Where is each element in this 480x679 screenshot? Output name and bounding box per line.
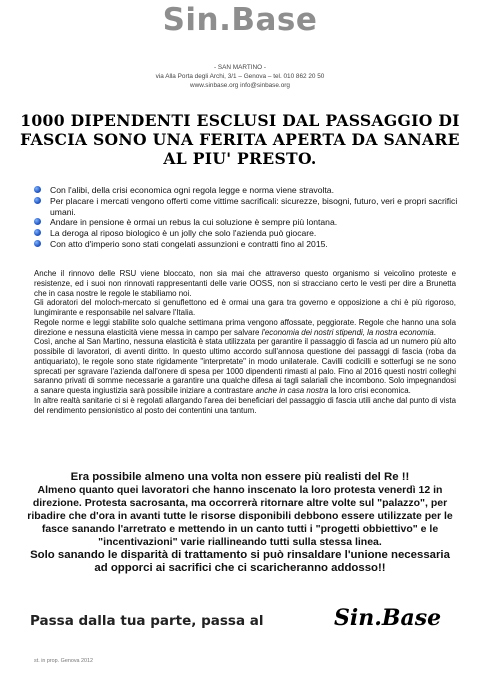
bullet-item [34, 185, 464, 196]
headline: 1000 DIPENDENTI ESCLUSI DAL PASSAGGIO DI FASCIA SONO UNA FERITA APERTA DA SANARE AL PIU' PRESTO. [20, 111, 460, 168]
bullet-text: Con atto d'imperio sono stati congelati assunzioni e contratti fino al 2015. [50, 238, 328, 249]
paragraph-san-martino-italic: anche in casa nostra [255, 386, 329, 395]
slogan-logo: Sin.Base [334, 605, 442, 631]
paragraph-regole [34, 318, 456, 338]
paragraph-regole-text: Regole norme e leggi stabilite solo qualche settimana prima vengono affossate, peggiorate. Regole che hanno una sola direzione e nessuna elasticità viene messa in campo per salvare [34, 317, 456, 337]
bullet-dot-icon [34, 186, 41, 193]
bullet-text: Per placare i mercati vengono offerti come vittime sacrificali: sicurezze, bisogni, futuro, veri e propri sacrifici umani. [50, 195, 458, 217]
paragraph-san-martino [34, 337, 456, 396]
bullet-item [34, 228, 464, 239]
paragraph-altre-realta: In altre realtà sanitarie ci si è regolati allargando l'area dei beneficiari del passaggio di fascia utili anche dal punto di vista del rendimento pensionistico al posto dei contentini una tantum. [34, 395, 456, 415]
bullet-text: Andare in pensione è ormai un rebus la cui soluzione è sempre più lontana. [50, 217, 338, 228]
bullet-dot-icon [34, 229, 41, 236]
conclusion-union: Solo sanando le disparità di trattamento si può rinsaldare l'unione necessaria ad opporci ai sacrifici che ci scaricheranno addosso!! [30, 549, 450, 574]
address-line: via Alla Porta degli Archi, 3/1 – Genova – tel. 010 862 20 50 [155, 73, 325, 80]
body-text [34, 269, 456, 415]
conclusion-title: Era possibile almeno una volta non essere più realisti del Re !! [70, 471, 410, 483]
sinbase-logo: Sin.Base [162, 2, 318, 38]
paragraph-san-martino-text: Così, anche al San Martino, nessuna elasticità è stata utilizzata per garantire il passaggio di fascia ad un numero più alto possibile di lavoratori, di aventi diritto. In questo ultimo accordo sull'annosa questione dei passaggi di fascia (roba da antiquariato), le regole sono state rigidamente "interpretate" in modo unilaterale. Cavilli codicilli e sotterfugi se ne sono sprecati per sgravare l'azienda dall'onere di spesa per 1000 dipendenti rimasti al palo. Fino al 2016 questi nostri colleghi saranno privati di somme necessarie a garantire una qualche difesa ai tagli salariali che incombono. Solo impegnandosi a sanare questa ingiustizia sarà possibile iniziare a contrastare [34, 337, 456, 395]
conclusion-protest: Almeno quanto quei lavoratori che hanno inscenato la loro protesta venerdì 12 in direzione. Protesta sacrosanta, ma occorrerà ritornare altre volte sul "palazzo", per ribadire che d'ora in avanti tutte le risorse disponibili debbono essere utilizzate per le fasce sanando l'arretrato e mettendo in un canto tutti i "progetti obbiettivo" e le "incentivazioni" varie riallineando tutti sulla stessa linea. [27, 484, 453, 548]
bullet-item [34, 196, 464, 218]
bullet-dot-icon [34, 240, 41, 247]
bullet-item [34, 217, 464, 228]
bullet-text: Con l'alibi, della crisi economica ogni regola legge e norma viene stravolta. [50, 185, 334, 195]
bullet-text: La deroga al riposo biologico è un jolly che solo l'azienda può giocare. [50, 228, 317, 239]
paragraph-moloch: Gli adoratori del moloch-mercato si genuflettono ed è ormai una gara tra governo e opposizione a chi è più rigoroso, lungimirante e responsabile nel salvare l'Italia. [34, 298, 456, 317]
bullet-list [34, 185, 464, 250]
footer-slogan [30, 605, 460, 637]
paragraph-san-martino-end: la loro crisi economica. [328, 386, 411, 395]
print-note: st. in prop. Genova 2012 [34, 658, 94, 664]
paragraph-regole-end: . [433, 327, 436, 337]
bullet-dot-icon [34, 218, 41, 225]
paragraph-regole-italic: l'economia dei nostri stipendi, la nostra economia [261, 327, 434, 337]
location-line: - SAN MARTINO - [213, 64, 267, 71]
bullet-item [34, 239, 464, 250]
slogan-text: Passa dalla tua parte, passa al [30, 613, 264, 629]
web-line: www.sinbase.org info@sinbase.org [190, 82, 290, 89]
bullet-dot-icon [34, 197, 41, 204]
paragraph-rsu: Anche il rinnovo delle RSU viene bloccato, non sia mai che attraverso questo organismo si veicolino proteste e resistenze, ed i suoi non rinnovati rappresentanti delle varie OOSS, non si stracciano certo le vesti per dire a Brunetta che in casa nostre le regole le stabiliamo noi. [34, 269, 456, 298]
conclusion [22, 471, 458, 575]
